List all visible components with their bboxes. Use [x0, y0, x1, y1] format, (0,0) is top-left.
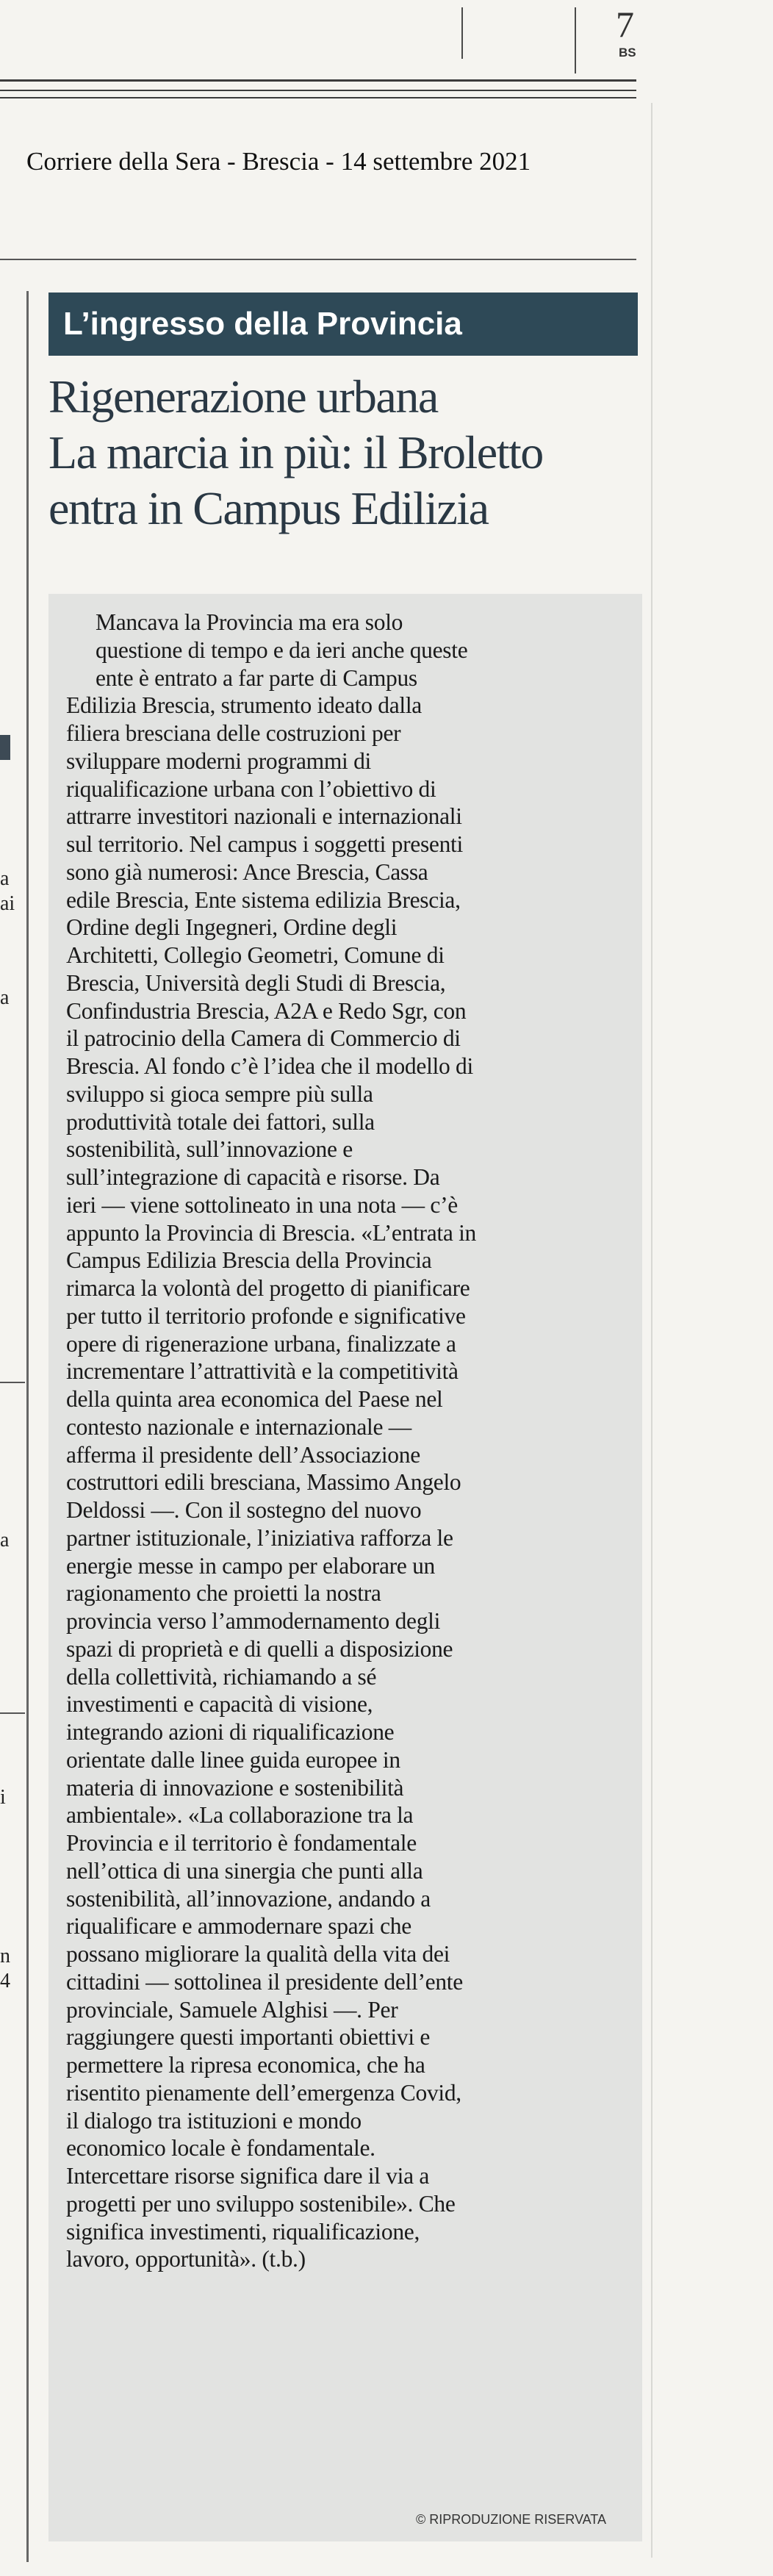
margin-rule [651, 103, 652, 2558]
body-line: Edilizia Brescia, strumento ideato dalla [66, 692, 422, 719]
body-line: provincia verso l’ammodernamento degli [66, 1608, 441, 1634]
body-line: questione di tempo e da ieri anche queste [96, 636, 468, 663]
body-line: Provincia e il territorio è fondamentale [66, 1830, 417, 1856]
margin-fragment: n [0, 1945, 10, 1967]
body-line: Campus Edilizia Brescia della Provincia [66, 1247, 432, 1274]
body-line: partner istituzionale, l’iniziativa rafforza le [66, 1524, 453, 1551]
body-line: incrementare l’attrattività e la competitività [66, 1358, 459, 1385]
body-line: contesto nazionale e internazionale — [66, 1413, 411, 1440]
body-line: produttività totale dei fattori, sulla [66, 1108, 375, 1135]
body-line: riqualificare e ammodernare spazi che [66, 1913, 411, 1940]
body-line: integrando azioni di riqualificazione [66, 1719, 395, 1745]
body-line: sono già numerosi: Ance Brescia, Cassa [66, 858, 428, 885]
body-line: ente è entrato a far parte di Campus [96, 664, 417, 691]
headline-line: Rigenerazione urbana [48, 370, 438, 423]
margin-fragment: 4 [0, 1970, 10, 1992]
top-rule [0, 97, 636, 98]
body-line: riqualificazione urbana con l’obiettivo di [66, 775, 436, 802]
margin-fragment-rule [0, 1382, 25, 1383]
body-line: attrarre investitori nazionali e internazionali [66, 803, 462, 830]
body-line: energie messe in campo per elaborare un [66, 1552, 435, 1579]
body-line: ieri — viene sottolineato in una nota — c’è [66, 1191, 458, 1218]
body-line: il dialogo tra istituzioni e mondo [66, 2107, 362, 2134]
body-line: progetti per uno sviluppo sostenibile». Che [66, 2190, 456, 2217]
source-line: Corriere della Sera - Brescia - 14 settembre 2021 [26, 147, 531, 176]
column-rule [26, 291, 29, 2562]
margin-fragment: a [0, 867, 10, 890]
body-line: costruttori edili bresciana, Massimo Angelo [66, 1469, 461, 1496]
body-line: ragionamento che proietti la nostra [66, 1580, 381, 1607]
body-line: opere di rigenerazione urbana, finalizzate a [66, 1330, 456, 1357]
article-kicker: L’ingresso della Provincia [48, 293, 638, 356]
body-line: Brescia. Al fondo c’è l’idea che il modello di [66, 1053, 473, 1079]
copyright-notice: © RIPRODUZIONE RISERVATA [416, 2512, 606, 2527]
body-line: risentito pienamente dell’emergenza Covid, [66, 2079, 461, 2106]
body-line: della collettività, richiamando a sé [66, 1663, 377, 1690]
folio-strip [0, 0, 773, 110]
margin-fragment-block [0, 735, 10, 760]
margin-fragment: a [0, 986, 10, 1009]
body-line: filiera bresciana delle costruzioni per [66, 720, 401, 746]
body-line: cittadini — sottolinea il presidente dell’ente [66, 1968, 463, 1995]
margin-fragment: i [0, 1786, 6, 1809]
body-line: rimarca la volontà del progetto di pianificare [66, 1275, 470, 1301]
body-line: spazi di proprietà e di quelli a disposizione [66, 1635, 453, 1662]
margin-fragment: a [0, 1529, 10, 1551]
body-line: Ordine degli Ingegneri, Ordine degli [66, 914, 398, 941]
headline-line: entra in Campus Edilizia [48, 482, 489, 534]
body-line: edile Brescia, Ente sistema edilizia Brescia, [66, 886, 461, 913]
body-line: Brescia, Università degli Studi di Brescia, [66, 969, 446, 996]
body-line: appunto la Provincia di Brescia. «L’entrata in [66, 1219, 476, 1246]
body-line: afferma il presidente dell’Associazione [66, 1441, 420, 1468]
body-line: il patrocinio della Camera di Commercio di [66, 1025, 461, 1052]
body-line: provinciale, Samuele Alghisi —. Per [66, 1996, 398, 2023]
page-number: 7 [616, 4, 634, 45]
body-line: Architetti, Collegio Geometri, Comune di [66, 942, 445, 968]
body-line: sul territorio. Nel campus i soggetti presenti [66, 831, 463, 857]
body-line: Mancava la Provincia ma era solo [96, 609, 403, 635]
body-line: permettere la ripresa economica, che ha [66, 2052, 425, 2078]
body-line: raggiungere questi importanti obiettivi e [66, 2024, 431, 2051]
body-line: investimenti e capacità di visione, [66, 1691, 373, 1718]
article-body [66, 609, 647, 2273]
top-rule [0, 79, 636, 82]
body-line: possano migliorare la qualità della vita dei [66, 1941, 450, 1967]
body-line: lavoro, opportunità». (t.b.) [66, 2246, 306, 2272]
body-line: economico locale è fondamentale. [66, 2135, 375, 2161]
top-rule [0, 90, 636, 91]
body-line: della quinta area economica del Paese nel [66, 1386, 443, 1412]
body-line: sull’integrazione di capacità e risorse. Da [66, 1164, 440, 1190]
margin-fragment-rule [0, 1712, 25, 1714]
body-line: nell’ottica di una sinergia che punti alla [66, 1857, 423, 1884]
body-line: orientate dalle linee guida europee in [66, 1746, 400, 1773]
headline-line: La marcia in più: il Broletto [48, 426, 543, 478]
body-line: Confindustria Brescia, A2A e Redo Sgr, con [66, 997, 467, 1024]
edition-code: BS [619, 46, 636, 60]
body-line: significa investimenti, riqualificazione, [66, 2218, 420, 2245]
body-line: per tutto il territorio profonde e significative [66, 1302, 466, 1329]
margin-fragment: ai [0, 892, 15, 915]
article-headline [48, 369, 636, 537]
body-line: sostenibilità, all’innovazione, andando a [66, 1885, 431, 1912]
body-line: sviluppare moderni programmi di [66, 747, 371, 774]
body-line: sviluppo si gioca sempre più sulla [66, 1080, 373, 1107]
folio-divider [461, 7, 463, 59]
body-line: sostenibilità, sull’innovazione e [66, 1136, 353, 1163]
body-line: Deldossi —. Con il sostegno del nuovo [66, 1497, 422, 1523]
body-line: Intercettare risorse significa dare il via a [66, 2163, 430, 2189]
body-line: ambientale». «La collaborazione tra la [66, 1802, 414, 1829]
folio-divider [575, 7, 576, 73]
body-line: materia di innovazione e sostenibilità [66, 1774, 404, 1801]
section-separator [0, 259, 636, 260]
